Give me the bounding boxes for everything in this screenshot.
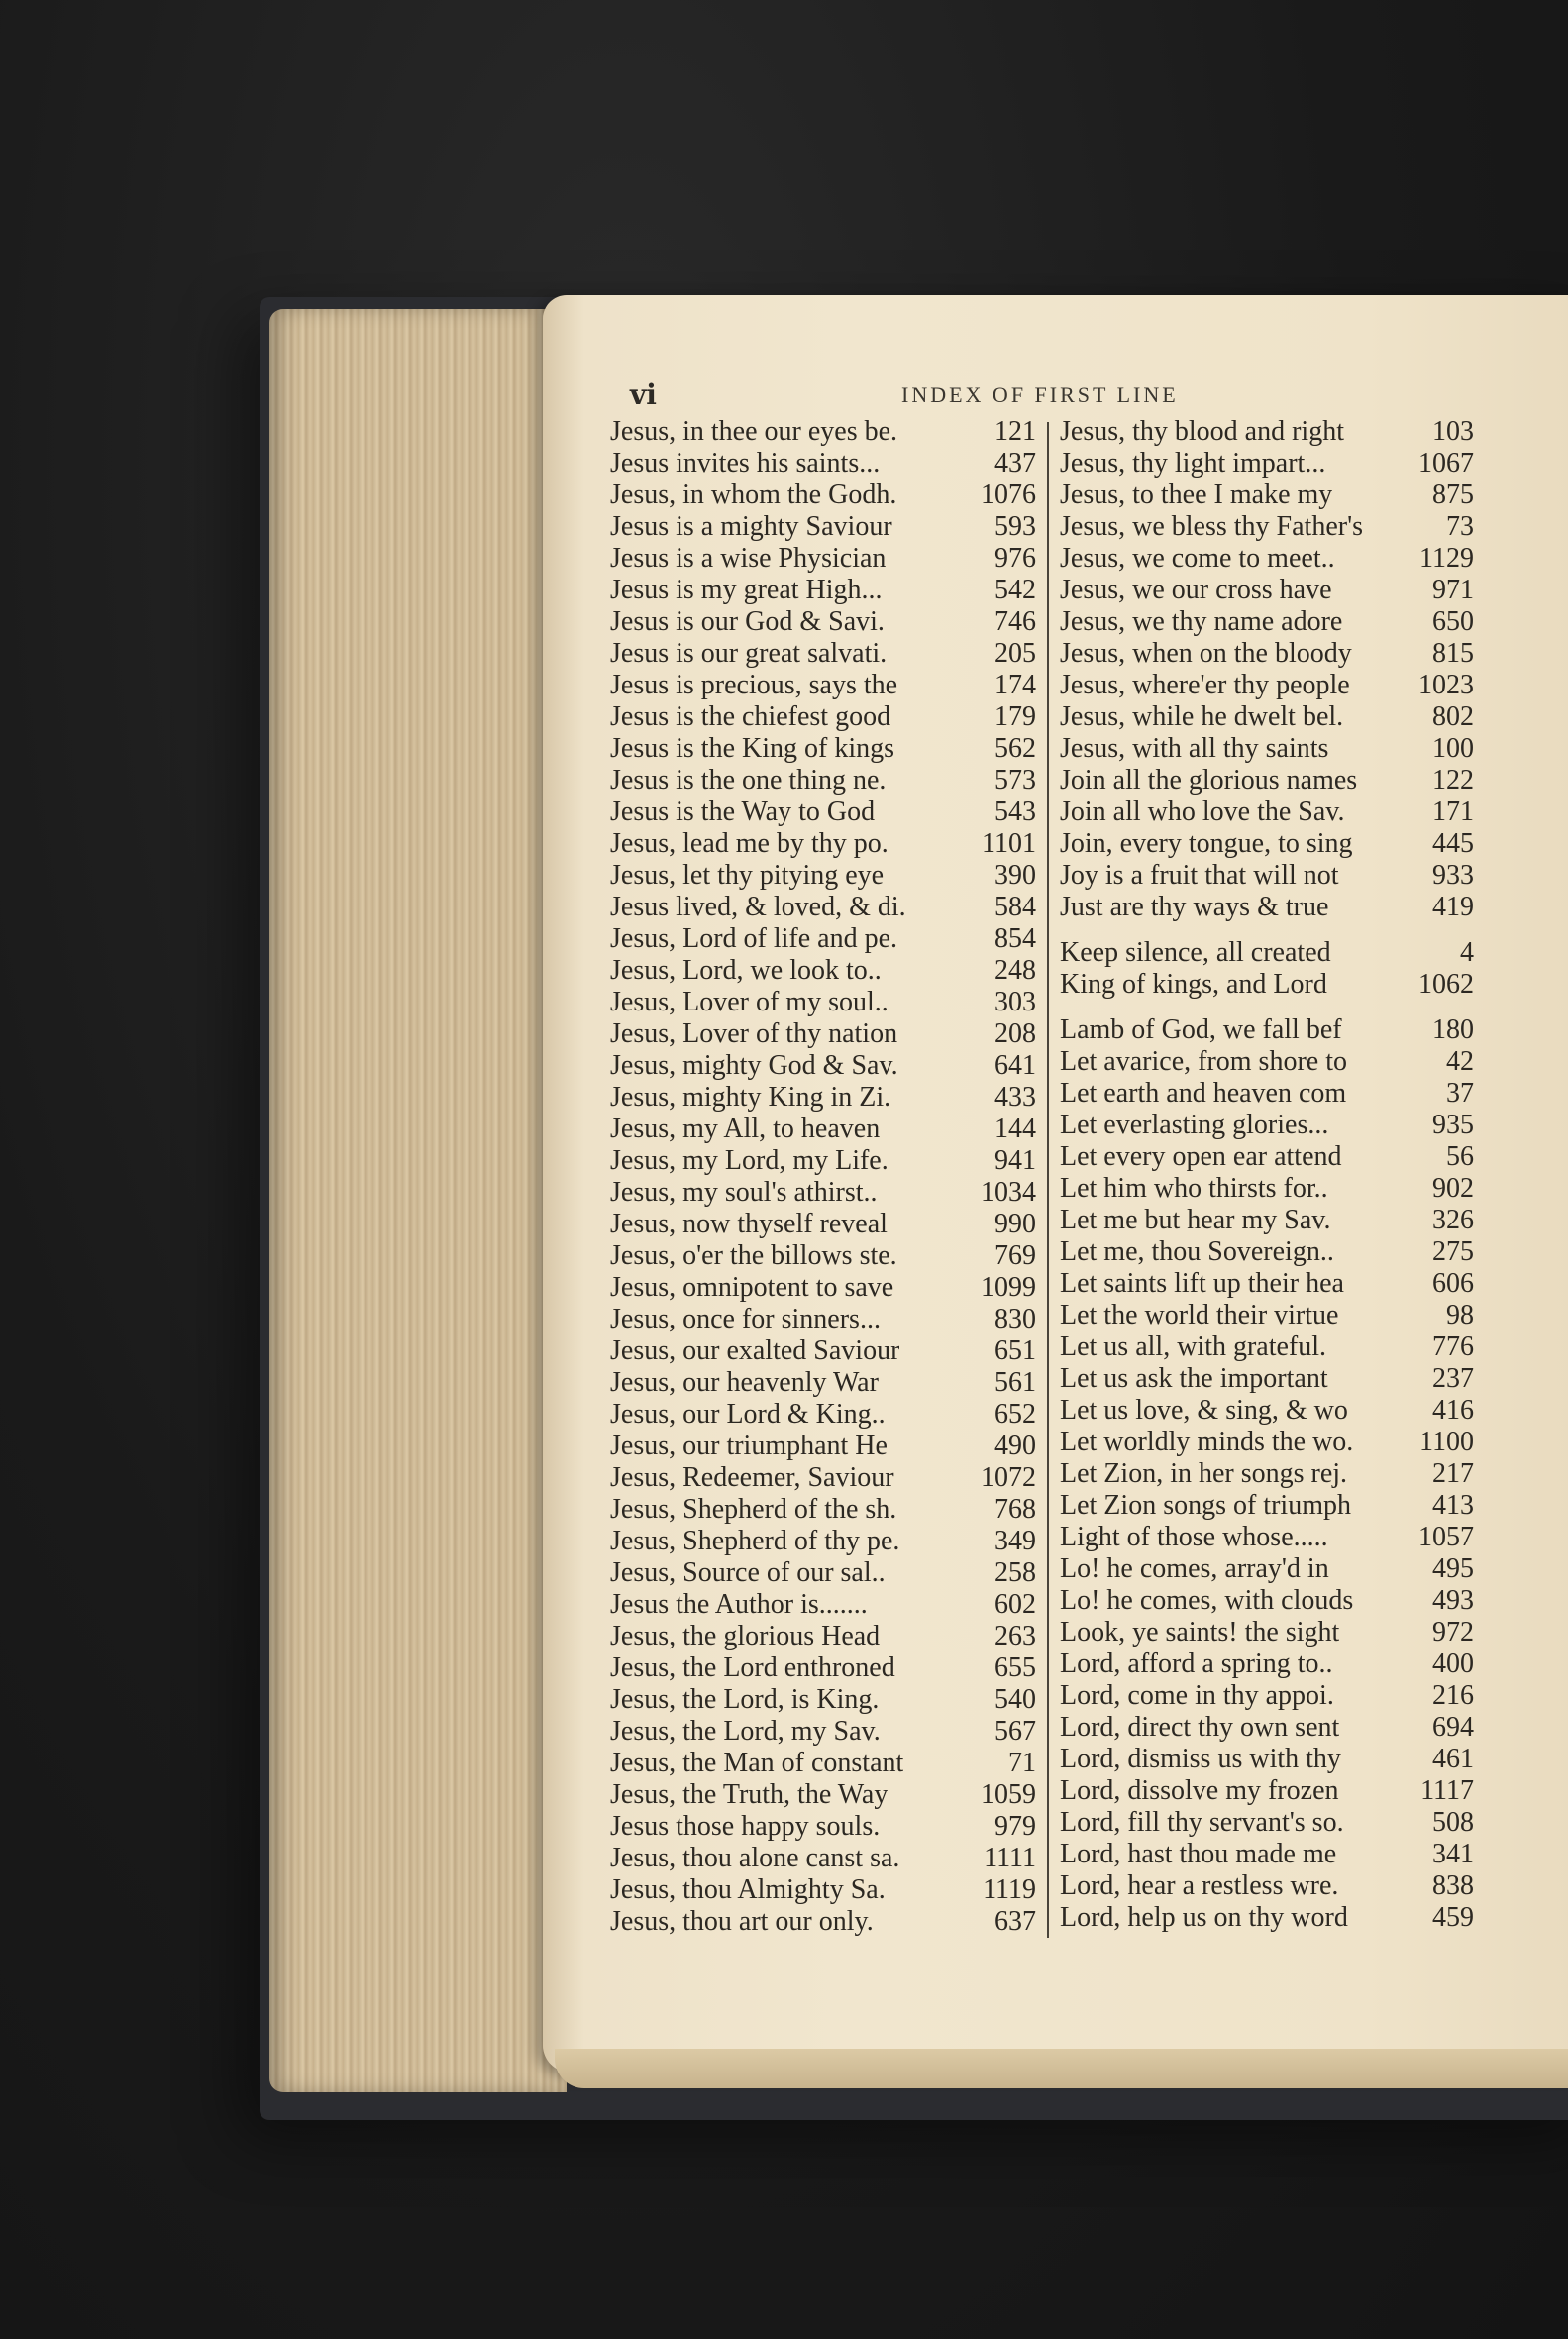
page-edges [269, 309, 567, 2092]
hymn-number: 73 [1446, 511, 1474, 542]
first-line-text: Lo! he comes, array'd in [1060, 1553, 1329, 1584]
first-line-text: Jesus, the glorious Head [610, 1621, 881, 1651]
first-line-text: Let earth and heaven com [1060, 1078, 1347, 1109]
hymn-number: 1034 [981, 1177, 1036, 1208]
index-entry [1060, 511, 1474, 543]
index-entry [610, 1748, 1036, 1779]
first-line-text: Jesus, lead me by thy po. [610, 828, 889, 859]
first-line-text: Jesus, Shepherd of the sh. [610, 1494, 897, 1525]
first-line-text: Jesus, my Lord, my Life. [610, 1145, 889, 1176]
index-entry [610, 701, 1036, 733]
first-line-text: Let every open ear attend [1060, 1141, 1342, 1172]
index-entry [610, 416, 1036, 448]
index-entry [610, 1209, 1036, 1240]
hymn-number: 461 [1432, 1744, 1474, 1774]
first-line-text: Jesus is the chiefest good [610, 701, 891, 732]
hymn-number: 561 [994, 1367, 1036, 1398]
first-line-text: Jesus, thou alone canst sa. [610, 1843, 900, 1873]
hymn-number: 584 [994, 892, 1036, 922]
hymn-number: 71 [1008, 1748, 1036, 1778]
index-entry [610, 479, 1036, 511]
hymn-number: 419 [1432, 892, 1474, 922]
index-entry [1060, 1427, 1474, 1458]
hymn-number: 258 [994, 1557, 1036, 1588]
index-entry [1060, 1236, 1474, 1268]
first-line-text: Let Zion, in her songs rej. [1060, 1458, 1348, 1489]
first-line-text: Join all who love the Sav. [1060, 797, 1345, 827]
hymn-number: 341 [1432, 1839, 1474, 1869]
hymn-number: 237 [1432, 1363, 1474, 1394]
index-entry [1060, 543, 1474, 575]
hymn-number: 1072 [981, 1462, 1036, 1493]
first-line-text: Let us ask the important [1060, 1363, 1328, 1394]
index-entry [1060, 1902, 1474, 1934]
first-line-text: Jesus is the one thing ne. [610, 765, 887, 796]
hymn-number: 542 [994, 575, 1036, 605]
hymn-number: 976 [994, 543, 1036, 574]
hymn-number: 445 [1432, 828, 1474, 859]
hymn-number: 815 [1432, 638, 1474, 669]
first-line-text: Let me but hear my Sav. [1060, 1205, 1331, 1235]
index-entry [610, 575, 1036, 606]
hymn-number: 655 [994, 1652, 1036, 1683]
hymn-number: 349 [994, 1526, 1036, 1556]
first-line-text: Let Zion songs of triumph [1060, 1490, 1351, 1521]
index-entry [610, 606, 1036, 638]
index-entry [1060, 1775, 1474, 1807]
first-line-text: Jesus, let thy pitying eye [610, 860, 885, 891]
index-entry [610, 797, 1036, 828]
first-line-text: Jesus, my All, to heaven [610, 1114, 881, 1144]
hymn-number: 1062 [1418, 969, 1474, 1000]
index-entry [610, 1874, 1036, 1906]
hymn-number: 935 [1432, 1110, 1474, 1140]
index-entry [1060, 892, 1474, 923]
hymn-number: 543 [994, 797, 1036, 827]
first-line-text: Jesus, Lord, we look to.. [610, 955, 882, 986]
first-line-text: Jesus, we come to meet.. [1060, 543, 1335, 574]
index-entry [1060, 1617, 1474, 1648]
index-entry [1060, 606, 1474, 638]
hymn-number: 606 [1432, 1268, 1474, 1299]
first-line-text: Jesus, our triumphant He [610, 1431, 888, 1461]
first-line-text: Jesus, Lover of my soul.. [610, 987, 889, 1017]
first-line-text: Jesus, to thee I make my [1060, 479, 1333, 510]
index-entry [610, 1018, 1036, 1050]
first-line-text: Jesus, my soul's athirst.. [610, 1177, 878, 1208]
index-entry [610, 765, 1036, 797]
first-line-text: Let us all, with grateful. [1060, 1331, 1327, 1362]
first-line-text: Jesus, Lover of thy nation [610, 1018, 898, 1049]
hymn-number: 495 [1432, 1553, 1474, 1584]
hymn-number: 838 [1432, 1870, 1474, 1901]
first-line-text: Jesus, thy light impart... [1060, 448, 1326, 478]
index-entry [610, 1589, 1036, 1621]
first-line-text: Let him who thirsts for.. [1060, 1173, 1328, 1204]
first-line-text: Jesus, thou Almighty Sa. [610, 1874, 886, 1905]
index-entry [610, 1399, 1036, 1431]
index-entry [1060, 1807, 1474, 1839]
index-entry [1060, 479, 1474, 511]
index-entry [1060, 1839, 1474, 1870]
hymn-number: 971 [1432, 575, 1474, 605]
hymn-number: 4 [1460, 937, 1474, 968]
hymn-number: 248 [994, 955, 1036, 986]
first-line-text: Jesus, in whom the Godh. [610, 479, 897, 510]
first-line-text: Let everlasting glories... [1060, 1110, 1329, 1140]
hymn-number: 303 [994, 987, 1036, 1017]
index-entry [1060, 1363, 1474, 1395]
hymn-number: 854 [994, 923, 1036, 954]
first-line-text: Jesus, once for sinners... [610, 1304, 881, 1334]
hymn-number: 941 [994, 1145, 1036, 1176]
hymn-number: 493 [1432, 1585, 1474, 1616]
index-entry [1060, 1395, 1474, 1427]
hymn-number: 540 [994, 1684, 1036, 1715]
index-column-left [610, 416, 1036, 1938]
hymn-number: 573 [994, 765, 1036, 796]
first-line-text: Lord, dismiss us with thy [1060, 1744, 1341, 1774]
hymn-number: 98 [1446, 1300, 1474, 1330]
first-line-text: Jesus is precious, says the [610, 670, 898, 700]
hymn-number: 933 [1432, 860, 1474, 891]
hymn-number: 208 [994, 1018, 1036, 1049]
first-line-text: Jesus is the Way to God [610, 797, 876, 827]
index-entry [1060, 1680, 1474, 1712]
first-line-text: Join all the glorious names [1060, 765, 1358, 796]
index-entry [1060, 797, 1474, 828]
index-entry [610, 511, 1036, 543]
hymn-number: 802 [1432, 701, 1474, 732]
hymn-number: 390 [994, 860, 1036, 891]
hymn-number: 830 [994, 1304, 1036, 1334]
hymn-number: 42 [1446, 1046, 1474, 1077]
first-line-text: Jesus invites his saints... [610, 448, 881, 478]
index-entry [610, 1050, 1036, 1082]
hymn-number: 1100 [1419, 1427, 1474, 1457]
first-line-text: Let worldly minds the wo. [1060, 1427, 1354, 1457]
hymn-number: 413 [1432, 1490, 1474, 1521]
hymn-number: 1101 [982, 828, 1036, 859]
first-line-text: Let us love, & sing, & wo [1060, 1395, 1348, 1426]
index-entry [1060, 1553, 1474, 1585]
first-line-text: Jesus, now thyself reveal [610, 1209, 888, 1239]
first-line-text: Joy is a fruit that will not [1060, 860, 1339, 891]
index-entry [610, 1779, 1036, 1811]
hymn-number: 263 [994, 1621, 1036, 1651]
index-entry [610, 1652, 1036, 1684]
index-entry [610, 892, 1036, 923]
hymn-number: 651 [994, 1335, 1036, 1366]
first-line-text: Lord, afford a spring to.. [1060, 1648, 1333, 1679]
hymn-number: 567 [994, 1716, 1036, 1747]
first-line-text: Jesus, our exalted Saviour [610, 1335, 900, 1366]
hymn-number: 174 [994, 670, 1036, 700]
index-entry [1060, 1458, 1474, 1490]
hymn-number: 1076 [981, 479, 1036, 510]
hymn-number: 875 [1432, 479, 1474, 510]
index-entry [1060, 1141, 1474, 1173]
hymn-number: 459 [1432, 1902, 1474, 1933]
index-entry [1060, 1744, 1474, 1775]
index-entry [610, 1335, 1036, 1367]
index-entry [610, 1431, 1036, 1462]
hymn-number: 972 [1432, 1617, 1474, 1648]
index-entry [610, 1716, 1036, 1748]
first-line-text: Jesus, with all thy saints [1060, 733, 1329, 764]
hymn-number: 694 [1432, 1712, 1474, 1743]
hymn-number: 1059 [981, 1779, 1036, 1810]
index-entry [1060, 1110, 1474, 1141]
index-entry [610, 1240, 1036, 1272]
index-column-right [1060, 416, 1474, 1934]
first-line-text: Jesus is a wise Physician [610, 543, 887, 574]
index-entry [1060, 937, 1474, 969]
index-entry [1060, 1331, 1474, 1363]
index-entry [610, 543, 1036, 575]
index-entry [610, 1811, 1036, 1843]
hymn-number: 746 [994, 606, 1036, 637]
first-line-text: Jesus, while he dwelt bel. [1060, 701, 1344, 732]
hymn-number: 490 [994, 1431, 1036, 1461]
first-line-text: Jesus, Shepherd of thy pe. [610, 1526, 900, 1556]
hymn-number: 1111 [984, 1843, 1036, 1873]
index-entry [1060, 1173, 1474, 1205]
index-entry [1060, 969, 1474, 1001]
first-line-text: Lord, fill thy servant's so. [1060, 1807, 1344, 1838]
first-line-text: Jesus is a mighty Saviour [610, 511, 892, 542]
index-entry [610, 1494, 1036, 1526]
first-line-text: Jesus, mighty God & Sav. [610, 1050, 898, 1081]
hymn-number: 990 [994, 1209, 1036, 1239]
running-head [630, 378, 1561, 412]
first-line-text: Keep silence, all created [1060, 937, 1331, 968]
first-line-text: Jesus the Author is....... [610, 1589, 868, 1620]
index-entry [1060, 448, 1474, 479]
first-line-text: Jesus lived, & loved, & di. [610, 892, 906, 922]
hymn-number: 180 [1432, 1014, 1474, 1045]
hymn-number: 205 [994, 638, 1036, 669]
first-line-text: Jesus, we bless thy Father's [1060, 511, 1364, 542]
first-line-text: Jesus, the Man of constant [610, 1748, 904, 1778]
index-entry [610, 1304, 1036, 1335]
index-entry [1060, 1205, 1474, 1236]
index-entry [610, 1843, 1036, 1874]
first-line-text: Jesus, the Lord, is King. [610, 1684, 880, 1715]
index-entry [1060, 733, 1474, 765]
index-entry [610, 1272, 1036, 1304]
first-line-text: Jesus, thy blood and right [1060, 416, 1344, 447]
page-number: vi [630, 378, 657, 411]
hymn-number: 1067 [1418, 448, 1474, 478]
hymn-number: 1117 [1420, 1775, 1474, 1806]
first-line-text: Light of those whose..... [1060, 1522, 1328, 1552]
hymn-number: 144 [994, 1114, 1036, 1144]
hymn-number: 171 [1432, 797, 1474, 827]
first-line-text: Jesus, mighty King in Zi. [610, 1082, 891, 1113]
index-entry [610, 1082, 1036, 1114]
index-entry [610, 1114, 1036, 1145]
first-line-text: Lord, come in thy appoi. [1060, 1680, 1334, 1711]
first-line-text: Jesus, Redeemer, Saviour [610, 1462, 894, 1493]
first-line-text: King of kings, and Lord [1060, 969, 1327, 1000]
index-entry [1060, 828, 1474, 860]
first-line-text: Jesus, where'er thy people [1060, 670, 1350, 700]
hymn-number: 593 [994, 511, 1036, 542]
index-entry [1060, 1268, 1474, 1300]
index-entry [610, 1621, 1036, 1652]
first-line-text: Lord, help us on thy word [1060, 1902, 1348, 1933]
hymn-number: 400 [1432, 1648, 1474, 1679]
hymn-number: 56 [1446, 1141, 1474, 1172]
first-line-text: Lord, hast thou made me [1060, 1839, 1337, 1869]
first-line-text: Lord, hear a restless wre. [1060, 1870, 1339, 1901]
first-line-text: Jesus those happy souls. [610, 1811, 881, 1842]
index-entry [1060, 1014, 1474, 1046]
hymn-number: 652 [994, 1399, 1036, 1430]
index-entry [610, 1367, 1036, 1399]
index-entry [610, 1177, 1036, 1209]
hymn-number: 275 [1432, 1236, 1474, 1267]
index-entry [1060, 1712, 1474, 1744]
hymn-number: 508 [1432, 1807, 1474, 1838]
hymn-number: 433 [994, 1082, 1036, 1113]
first-line-text: Let avarice, from shore to [1060, 1046, 1347, 1077]
first-line-text: Jesus, we thy name adore [1060, 606, 1343, 637]
hymn-number: 602 [994, 1589, 1036, 1620]
first-line-text: Jesus is my great High... [610, 575, 883, 605]
index-entry [610, 1557, 1036, 1589]
hymn-number: 437 [994, 448, 1036, 478]
hymn-number: 122 [1432, 765, 1474, 796]
index-entry [1060, 860, 1474, 892]
index-entry [610, 955, 1036, 987]
first-line-text: Jesus, the Truth, the Way [610, 1779, 889, 1810]
hymn-number: 103 [1432, 416, 1474, 447]
index-entry [1060, 1870, 1474, 1902]
first-line-text: Jesus, our heavenly War [610, 1367, 879, 1398]
first-line-text: Jesus, when on the bloody [1060, 638, 1352, 669]
first-line-text: Jesus is our great salvati. [610, 638, 888, 669]
hymn-number: 326 [1432, 1205, 1474, 1235]
index-entry [610, 670, 1036, 701]
hymn-number: 100 [1432, 733, 1474, 764]
index-entry [1060, 575, 1474, 606]
index-entry [610, 1906, 1036, 1938]
hymn-number: 979 [994, 1811, 1036, 1842]
index-entry [610, 828, 1036, 860]
first-line-text: Jesus, we our cross have [1060, 575, 1332, 605]
hymn-number: 902 [1432, 1173, 1474, 1204]
index-entry [1060, 1585, 1474, 1617]
index-entry [1060, 1078, 1474, 1110]
hymn-number: 650 [1432, 606, 1474, 637]
index-entry [610, 733, 1036, 765]
index-entry [610, 1462, 1036, 1494]
first-line-text: Jesus, omnipotent to save [610, 1272, 894, 1303]
first-line-text: Let the world their virtue [1060, 1300, 1339, 1330]
first-line-text: Jesus is the King of kings [610, 733, 894, 764]
first-line-text: Jesus, Lord of life and pe. [610, 923, 898, 954]
first-line-text: Jesus, thou art our only. [610, 1906, 874, 1937]
index-entry [610, 1684, 1036, 1716]
index-entry [1060, 638, 1474, 670]
first-line-text: Jesus is our God & Savi. [610, 606, 885, 637]
hymn-number: 1119 [983, 1874, 1036, 1905]
index-entry [1060, 701, 1474, 733]
index-entry [610, 860, 1036, 892]
hymn-number: 641 [994, 1050, 1036, 1081]
first-line-text: Let me, thou Sovereign.. [1060, 1236, 1334, 1267]
hymn-number: 1099 [981, 1272, 1036, 1303]
page-bottom-edge [555, 2049, 1568, 2088]
hymn-number: 217 [1432, 1458, 1474, 1489]
first-line-text: Look, ye saints! the sight [1060, 1617, 1340, 1648]
hymn-number: 637 [994, 1906, 1036, 1937]
first-line-text: Jesus, Source of our sal.. [610, 1557, 886, 1588]
index-entry [1060, 1300, 1474, 1331]
first-line-text: Lo! he comes, with clouds [1060, 1585, 1354, 1616]
first-line-text: Jesus, the Lord, my Sav. [610, 1716, 881, 1747]
index-entry [610, 448, 1036, 479]
index-entry [1060, 416, 1474, 448]
index-entry [610, 638, 1036, 670]
first-line-text: Lamb of God, we fall bef [1060, 1014, 1342, 1045]
index-entry [1060, 1490, 1474, 1522]
first-line-text: Let saints lift up their hea [1060, 1268, 1344, 1299]
first-line-text: Lord, direct thy own sent [1060, 1712, 1340, 1743]
hymn-number: 769 [994, 1240, 1036, 1271]
hymn-number: 37 [1446, 1078, 1474, 1109]
index-entry [1060, 1522, 1474, 1553]
hymn-number: 562 [994, 733, 1036, 764]
column-divider [1047, 422, 1049, 1938]
index-entry [610, 923, 1036, 955]
first-line-text: Join, every tongue, to sing [1060, 828, 1353, 859]
index-entry [610, 1145, 1036, 1177]
first-line-text: Jesus, our Lord & King.. [610, 1399, 886, 1430]
index-entry [1060, 1648, 1474, 1680]
hymn-number: 1023 [1418, 670, 1474, 700]
index-entry [1060, 670, 1474, 701]
first-line-text: Jesus, in thee our eyes be. [610, 416, 898, 447]
index-entry [1060, 765, 1474, 797]
index-entry [610, 987, 1036, 1018]
hymn-number: 216 [1432, 1680, 1474, 1711]
hymn-number: 1057 [1418, 1522, 1474, 1552]
first-line-text: Just are thy ways & true [1060, 892, 1329, 922]
first-line-text: Jesus, o'er the billows ste. [610, 1240, 897, 1271]
index-entry [610, 1526, 1036, 1557]
hymn-number: 1129 [1419, 543, 1474, 574]
hymn-number: 179 [994, 701, 1036, 732]
page-title: INDEX OF FIRST LINE [901, 382, 1179, 407]
hymn-number: 416 [1432, 1395, 1474, 1426]
hymn-number: 776 [1432, 1331, 1474, 1362]
hymn-number: 768 [994, 1494, 1036, 1525]
index-entry [1060, 1046, 1474, 1078]
first-line-text: Jesus, the Lord enthroned [610, 1652, 895, 1683]
hymn-number: 121 [994, 416, 1036, 447]
first-line-text: Lord, dissolve my frozen [1060, 1775, 1339, 1806]
